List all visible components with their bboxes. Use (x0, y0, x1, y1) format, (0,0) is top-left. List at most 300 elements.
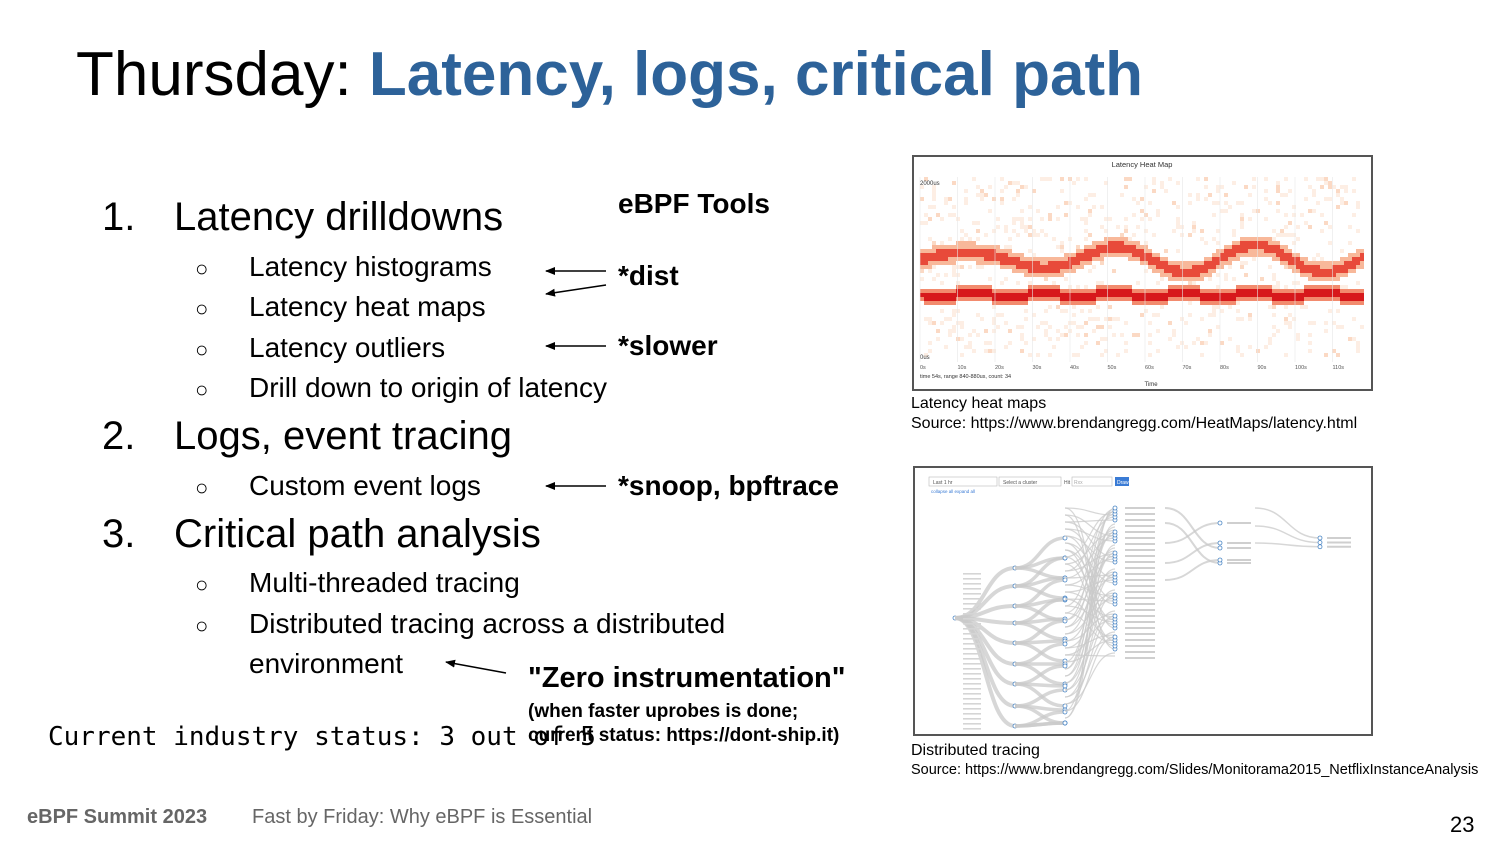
heatmap-cell (1312, 277, 1316, 281)
heatmap-cell (1020, 257, 1024, 261)
heatmap-cell (1260, 245, 1264, 249)
heatmap-cell (1248, 245, 1252, 249)
heatmap-cell (1116, 289, 1120, 293)
heatmap-cell (1300, 289, 1304, 293)
heatmap-cell (1216, 253, 1220, 257)
heatmap-cell (984, 341, 988, 345)
heatmap-cell (1052, 237, 1056, 241)
heatmap-cell (1120, 333, 1124, 337)
heatmap-cell (1336, 265, 1340, 269)
heatmap-cell (1040, 177, 1044, 181)
heatmap-cell (1284, 317, 1288, 321)
heatmap-cell (1252, 289, 1256, 293)
heatmap-cell (1312, 321, 1316, 325)
heatmap-cell (1196, 193, 1200, 197)
heatmap-cell (972, 285, 976, 289)
heatmap-cell (1088, 301, 1092, 305)
heatmap-cell (1356, 349, 1360, 353)
heatmap-cell (1060, 245, 1064, 249)
heatmap-cell (960, 293, 964, 297)
heatmap-cell (1024, 185, 1028, 189)
heatmap-cell (1324, 265, 1328, 269)
heatmap-cell (1272, 285, 1276, 289)
heatmap-cell (1188, 201, 1192, 205)
heatmap-cell (968, 341, 972, 345)
heatmap-cell (1176, 261, 1180, 265)
trace-label-stub (963, 573, 981, 575)
heatmap-cell (1184, 293, 1188, 297)
heatmap-cell (1348, 265, 1352, 269)
heatmap-cell (1088, 249, 1092, 253)
heatmap-cell (1208, 261, 1212, 265)
heatmap-cell (932, 321, 936, 325)
heatmap-cell (1060, 293, 1064, 297)
heatmap-cell (1288, 289, 1292, 293)
heatmap-cell (1144, 249, 1148, 253)
heatmap-cell (1012, 297, 1016, 301)
heatmap-cell (1096, 245, 1100, 249)
heatmap-cell (1004, 321, 1008, 325)
bullet-icon: ○ (195, 377, 209, 402)
heatmap-cell (924, 221, 928, 225)
heatmap-cell (1248, 297, 1252, 301)
heatmap-cell (1324, 261, 1328, 265)
heatmap-cell (920, 289, 924, 293)
heatmap-cell (1272, 325, 1276, 329)
heatmap-cell (1016, 181, 1020, 185)
heatmap-cell (1100, 253, 1104, 257)
heatmap-cell (952, 249, 956, 253)
heatmap-cell (1184, 297, 1188, 301)
heatmap-cell (1036, 265, 1040, 269)
heatmap-cell (1276, 185, 1280, 189)
heatmap-cell (1324, 289, 1328, 293)
heatmap-cell (1136, 241, 1140, 245)
heatmap-cell (1204, 289, 1208, 293)
heatmap-cell (1148, 217, 1152, 221)
heatmap-cell (1116, 245, 1120, 249)
heatmap-cell (1320, 229, 1324, 233)
heatmap-cell (1200, 289, 1204, 293)
heatmap-cell (1056, 293, 1060, 297)
heatmap-cell (1028, 285, 1032, 289)
heatmap-cell (1224, 301, 1228, 305)
heatmap-cell (1312, 289, 1316, 293)
heatmap-cell (920, 261, 924, 265)
heatmap-cell (956, 217, 960, 221)
heatmap-cell (1120, 193, 1124, 197)
heatmap-cell (1036, 269, 1040, 273)
heatmap-cell (936, 253, 940, 257)
heatmap-cell (976, 261, 980, 265)
heatmap-cell (952, 257, 956, 261)
heatmap-cell (1200, 277, 1204, 281)
heatmap-cell (1108, 285, 1112, 289)
heatmap-cell (1300, 273, 1304, 277)
heatmap-cell (1012, 293, 1016, 297)
heatmap-cell (1008, 293, 1012, 297)
heatmap-cell (1080, 265, 1084, 269)
heatmap-cell (1192, 289, 1196, 293)
heatmap-cell (1088, 233, 1092, 237)
heatmap-cell (1248, 285, 1252, 289)
heatmap-cell (1172, 297, 1176, 301)
heatmap-cell (1304, 297, 1308, 301)
heatmap-cell (1132, 257, 1136, 261)
heatmap-cell (1340, 293, 1344, 297)
heatmap-cell (1084, 333, 1088, 337)
heatmap-cell (1180, 265, 1184, 269)
heatmap-cell (1236, 293, 1240, 297)
heatmap-cell (1256, 241, 1260, 245)
heatmap-cell (984, 261, 988, 265)
heatmap-cell (924, 317, 928, 321)
heatmap-cell (1224, 249, 1228, 253)
heatmap-cell (1196, 285, 1200, 289)
heatmap-cell (1228, 305, 1232, 309)
heatmap-cell (1252, 241, 1256, 245)
heatmap-cell (1288, 313, 1292, 317)
heatmap-cell (1192, 285, 1196, 289)
heatmap-cell (1164, 189, 1168, 193)
heatmap-cell (932, 205, 936, 209)
heatmap-cell (1132, 297, 1136, 301)
heatmap-cell (1020, 297, 1024, 301)
heatmap-cell (920, 265, 924, 269)
heatmap-cell (1156, 349, 1160, 353)
heatmap-cell (1228, 297, 1232, 301)
heatmap-cell (1216, 257, 1220, 261)
heatmap-cell (1192, 297, 1196, 301)
heatmap-cell (1324, 269, 1328, 273)
heatmap-cell (1048, 217, 1052, 221)
heatmap-cell (956, 337, 960, 341)
tracing-field-placeholder: Rxx (1074, 480, 1083, 486)
heatmap-cell (944, 297, 948, 301)
heatmap-cell (1188, 269, 1192, 273)
heatmap-cell (1056, 305, 1060, 309)
heatmap-cell (1156, 253, 1160, 257)
heatmap-cell (1060, 297, 1064, 301)
heatmap-cell (1228, 289, 1232, 293)
heatmap-cell (1024, 257, 1028, 261)
heatmap-cell (984, 285, 988, 289)
heatmap-cell (1076, 325, 1080, 329)
heatmap-cell (1156, 293, 1160, 297)
heatmap-info: time 54s, range 840-880us, count: 34 (920, 374, 1012, 380)
heatmap-cell (952, 293, 956, 297)
heatmap-cell (1356, 253, 1360, 257)
heatmap-cell (1076, 285, 1080, 289)
heatmap-cell (1092, 297, 1096, 301)
heatmap-cell (1312, 261, 1316, 265)
heatmap-cell (1292, 281, 1296, 285)
heatmap-cell (1004, 245, 1008, 249)
heatmap-cell (1220, 257, 1224, 261)
heatmap-cell (1060, 241, 1064, 245)
heatmap-cell (936, 261, 940, 265)
heatmap-cell (920, 249, 924, 253)
heatmap-cell (1340, 289, 1344, 293)
heatmap-cell (1284, 257, 1288, 261)
heatmap-cell (1168, 321, 1172, 325)
heatmap-cell (1160, 297, 1164, 301)
heatmap-cell (1176, 277, 1180, 281)
heatmap-cell (1188, 293, 1192, 297)
heatmap-cell (980, 249, 984, 253)
heatmap-cell (960, 325, 964, 329)
heatmap-cell (924, 289, 928, 293)
heatmap-cell (1140, 245, 1144, 249)
heatmap-cell (1344, 269, 1348, 273)
heatmap-cell (1080, 217, 1084, 221)
heatmap-cell (1352, 189, 1356, 193)
heatmap-cell (940, 301, 944, 305)
heatmap-cell (1236, 253, 1240, 257)
heatmap-cell (1348, 297, 1352, 301)
trace-label-stub (1125, 627, 1155, 629)
heatmap-cell (1048, 261, 1052, 265)
trace-label-stub (1227, 547, 1251, 549)
heatmap-cell (1056, 217, 1060, 221)
heatmap-cell (1204, 197, 1208, 201)
heatmap-cell (1240, 289, 1244, 293)
heatmap-cell (1196, 197, 1200, 201)
arrow-dist-heatmaps (546, 285, 606, 294)
heatmap-image (912, 155, 1373, 391)
heatmap-cell (1056, 329, 1060, 333)
heatmap-cell (1328, 185, 1332, 189)
heatmap-cell (1124, 349, 1128, 353)
heatmap-cell (1008, 265, 1012, 269)
trace-label-stub (963, 583, 981, 585)
heatmap-cell (1164, 297, 1168, 301)
heatmap-cell (1188, 273, 1192, 277)
heatmap-cell (1040, 321, 1044, 325)
trace-label-stub (1125, 513, 1155, 515)
heatmap-cell (1284, 297, 1288, 301)
heatmap-cell (1180, 225, 1184, 229)
heatmap-cell (1356, 341, 1360, 345)
heatmap-cell (992, 289, 996, 293)
footer-talk: Fast by Friday: Why eBPF is Essential (252, 806, 593, 828)
heatmap-cell (1100, 293, 1104, 297)
heatmap-cell (1268, 237, 1272, 241)
heatmap-cell (1172, 269, 1176, 273)
heatmap-cell (1296, 333, 1300, 337)
heatmap-cell (936, 289, 940, 293)
heatmap-cell (1048, 305, 1052, 309)
heatmap-cell (1000, 313, 1004, 317)
heatmap-cell (1056, 257, 1060, 261)
heatmap-cell (1028, 249, 1032, 253)
heatmap-cell (1028, 281, 1032, 285)
heatmap-cell (976, 293, 980, 297)
heatmap-cell (952, 253, 956, 257)
heatmap-cell (1020, 221, 1024, 225)
heatmap-cell (920, 269, 924, 273)
heatmap-cell (1256, 289, 1260, 293)
heatmap-cell (1320, 185, 1324, 189)
heatmap-cell (1096, 325, 1100, 329)
heatmap-cell (1072, 353, 1076, 357)
heatmap-cell (1268, 293, 1272, 297)
heatmap-cell (1168, 177, 1172, 181)
heatmap-cell (964, 289, 968, 293)
heatmap-cell (1224, 273, 1228, 277)
heatmap-cell (1184, 261, 1188, 265)
heatmap-cell (1216, 293, 1220, 297)
heatmap-cell (1016, 301, 1020, 305)
heatmap-cell (1296, 293, 1300, 297)
heatmap-cell (1352, 289, 1356, 293)
heatmap-xlabel: Time (1144, 382, 1158, 388)
heatmap-cell (988, 285, 992, 289)
heatmap-cell (1292, 297, 1296, 301)
heatmap-cell (1128, 177, 1132, 181)
heatmap-cell (940, 309, 944, 313)
heatmap-cell (1020, 289, 1024, 293)
heatmap-cell (1236, 241, 1240, 245)
heatmap-cell (944, 261, 948, 265)
trace-label-stub (1125, 651, 1155, 653)
heatmap-cell (944, 249, 948, 253)
heatmap-cell (1136, 301, 1140, 305)
heatmap-cell (940, 245, 944, 249)
tracing-collapse-link: collapse all expand all (931, 489, 976, 494)
heatmap-cell (1108, 245, 1112, 249)
heatmap-cell (932, 293, 936, 297)
heatmap-cell (940, 289, 944, 293)
heatmap-cell (1276, 241, 1280, 245)
heatmap-cell (1144, 245, 1148, 249)
heatmap-cell (1144, 293, 1148, 297)
heatmap-cell (1284, 213, 1288, 217)
heatmap-cell (1344, 301, 1348, 305)
heatmap-cell (992, 297, 996, 301)
heatmap-cell (1000, 297, 1004, 301)
heatmap-cell (1236, 289, 1240, 293)
heatmap-cell (1156, 289, 1160, 293)
heatmap-cell (1084, 321, 1088, 325)
heatmap-cell (1020, 217, 1024, 221)
heatmap-cell (948, 329, 952, 333)
heatmap-cell (1308, 261, 1312, 265)
heatmap-cell (980, 285, 984, 289)
heatmap-cell (1048, 269, 1052, 273)
heatmap-cell (1148, 201, 1152, 205)
heatmap-cell (996, 253, 1000, 257)
heatmap-cell (1180, 273, 1184, 277)
heatmap-cell (1012, 197, 1016, 201)
heatmap-cell (1300, 265, 1304, 269)
heatmap-cell (1012, 229, 1016, 233)
heatmap-cell (1160, 273, 1164, 277)
heatmap-cell (1292, 257, 1296, 261)
heatmap-cell (964, 297, 968, 301)
heatmap-cell (1344, 185, 1348, 189)
heatmap-cell (1232, 257, 1236, 261)
trace-label-stub (1125, 519, 1155, 521)
heatmap-cell (1192, 261, 1196, 265)
heatmap-cell (1156, 301, 1160, 305)
heatmap-cell (1360, 293, 1364, 297)
heatmap-cell (1144, 257, 1148, 261)
heatmap-cell (1100, 241, 1104, 245)
heatmap-cell (1304, 289, 1308, 293)
heatmap-cell (1196, 269, 1200, 273)
heatmap-cell (1000, 177, 1004, 181)
heatmap-cell (1228, 245, 1232, 249)
heatmap-cell (1028, 265, 1032, 269)
heatmap-cell (1224, 261, 1228, 265)
heatmap-cell (1120, 237, 1124, 241)
heatmap-cell (1284, 305, 1288, 309)
heatmap-cell (1308, 273, 1312, 277)
heatmap-cell (980, 261, 984, 265)
heatmap-cell (1256, 209, 1260, 213)
heatmap-cell (996, 289, 1000, 293)
heatmap-cell (1164, 257, 1168, 261)
heatmap-cell (1124, 253, 1128, 257)
heatmap-cell (1320, 289, 1324, 293)
heatmap-xtick: 40s (1070, 365, 1079, 371)
heatmap-cell (1052, 265, 1056, 269)
heatmap-cell (1144, 261, 1148, 265)
heatmap-cell (1276, 293, 1280, 297)
heatmap-cell (1256, 285, 1260, 289)
heatmap-cell (1288, 321, 1292, 325)
heatmap-cell (1160, 305, 1164, 309)
heatmap-cell (1216, 289, 1220, 293)
trace-label-stub (963, 673, 981, 675)
heatmap-cell (1072, 289, 1076, 293)
heatmap-cell (1212, 257, 1216, 261)
heatmap-cell (1164, 269, 1168, 273)
heatmap-cell (1264, 177, 1268, 181)
bullet-icon: ○ (195, 256, 209, 281)
heatmap-cell (1292, 317, 1296, 321)
heatmap-cell (1340, 297, 1344, 301)
heatmap-cell (1260, 241, 1264, 245)
heatmap-cell (952, 245, 956, 249)
heatmap-cell (976, 313, 980, 317)
trace-label-stub (1125, 591, 1155, 593)
heatmap-cell (1276, 189, 1280, 193)
heatmap-cell (1112, 333, 1116, 337)
heatmap-cell (1236, 309, 1240, 313)
heatmap-cell (1352, 301, 1356, 305)
heatmap-cell (1000, 289, 1004, 293)
heatmap-cell (1180, 277, 1184, 281)
heatmap-cell (1180, 261, 1184, 265)
heatmap-cell (1124, 237, 1128, 241)
heatmap-cell (1220, 209, 1224, 213)
heatmap-cell (1076, 249, 1080, 253)
heatmap-cell (960, 245, 964, 249)
heatmap-cell (944, 289, 948, 293)
heatmap-cell (1224, 253, 1228, 257)
heatmap-cell (1012, 221, 1016, 225)
heatmap-cell (1204, 273, 1208, 277)
heatmap-cell (1228, 337, 1232, 341)
heatmap-cell (1340, 285, 1344, 289)
heatmap-cell (944, 293, 948, 297)
heatmap-cell (1320, 293, 1324, 297)
heatmap-cell (1196, 337, 1200, 341)
heatmap-cell (1124, 185, 1128, 189)
heatmap-cell (1016, 217, 1020, 221)
